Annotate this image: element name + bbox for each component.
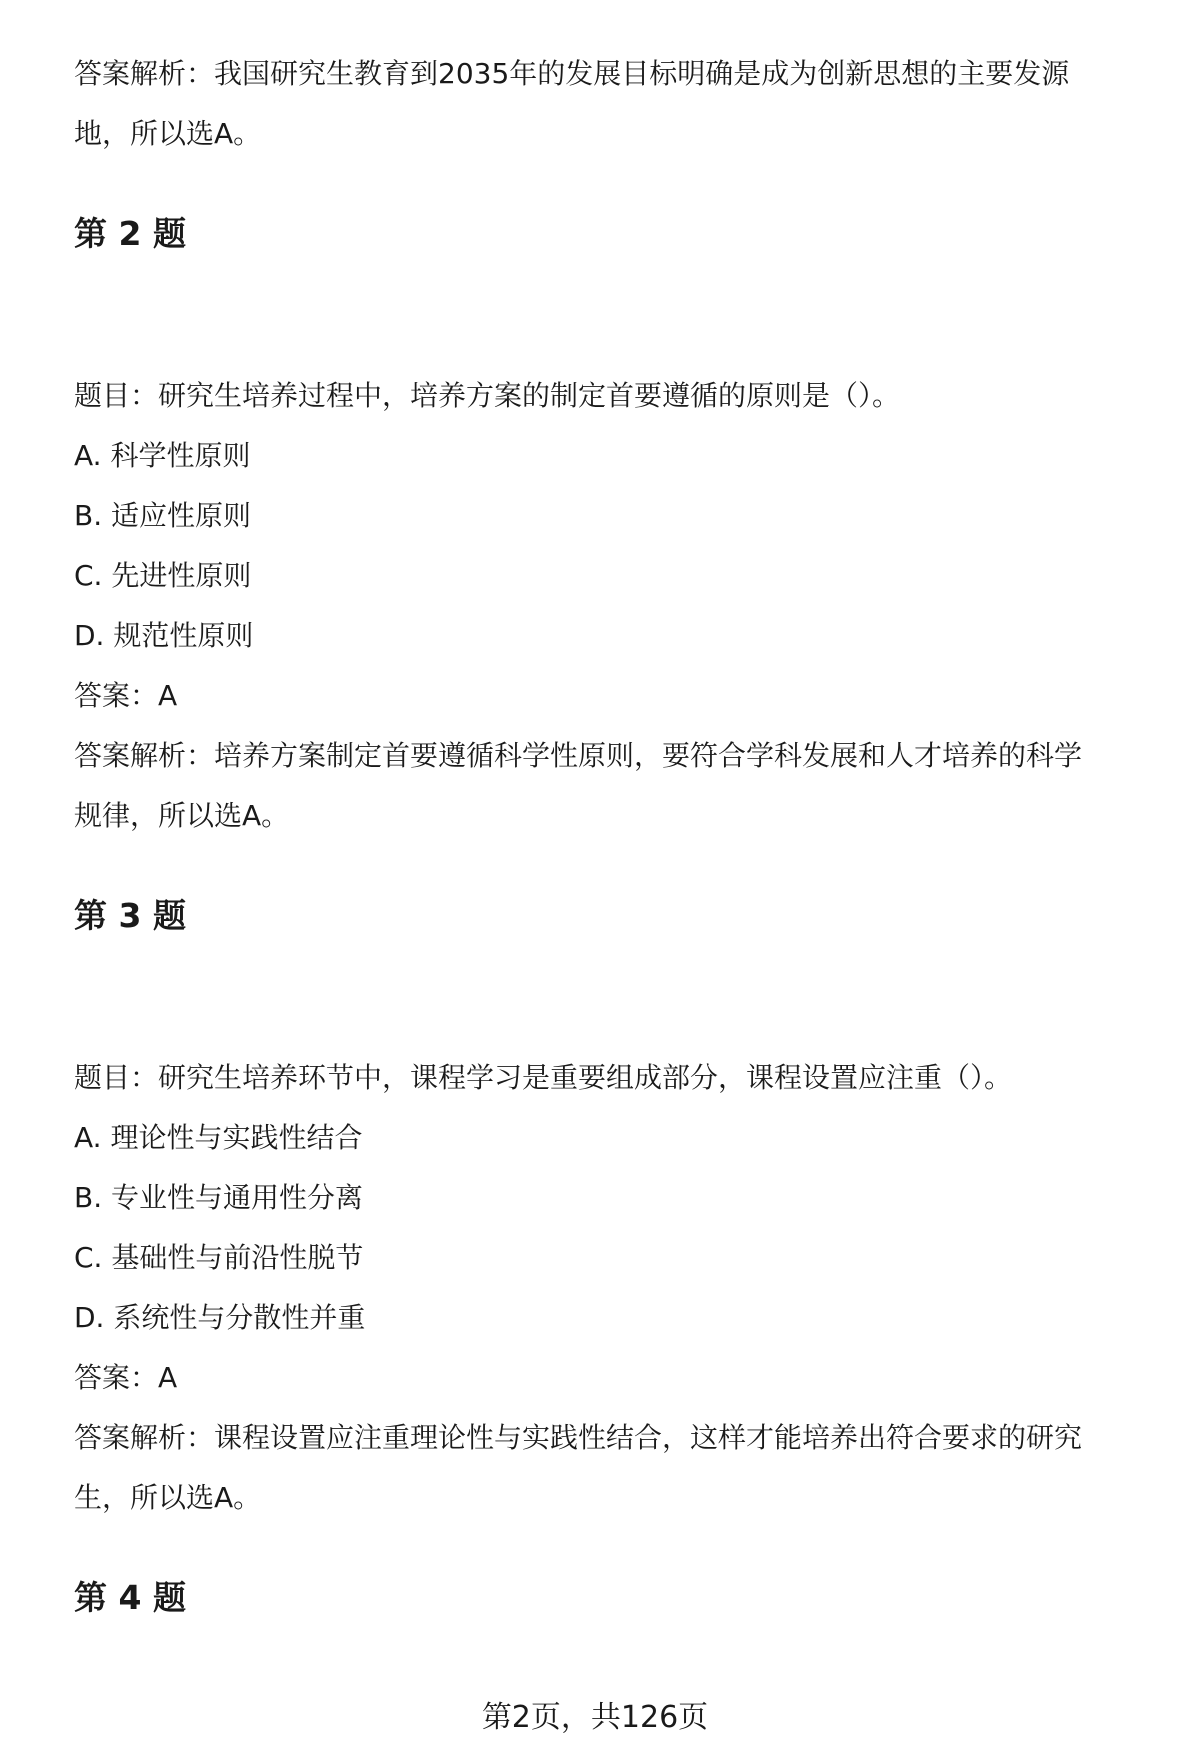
q2-heading: 第 2 题 [74, 214, 186, 253]
q3-option-d: D. 系统性与分散性并重 [74, 1301, 366, 1334]
page-footer: 第2页，共126页 [481, 1700, 709, 1735]
q1-explanation-line1: 答案解析：我国研究生教育到2035年的发展目标明确是成为创新思想的主要发源 [74, 57, 1070, 90]
q2-question: 题目：研究生培养过程中，培养方案的制定首要遵循的原则是（）。 [74, 379, 901, 412]
q3-option-a: A. 理论性与实践性结合 [74, 1121, 363, 1154]
q3-explanation-line2: 生，所以选A。 [74, 1481, 262, 1514]
q3-explanation-line1: 答案解析：课程设置应注重理论性与实践性结合，这样才能培养出符合要求的研究 [74, 1421, 1083, 1454]
q3-question: 题目：研究生培养环节中，课程学习是重要组成部分，课程设置应注重（）。 [74, 1061, 1013, 1094]
q4-heading: 第 4 题 [74, 1578, 186, 1617]
q2-option-c: C. 先进性原则 [74, 559, 252, 592]
q2-option-d: D. 规范性原则 [74, 619, 254, 652]
q3-option-c: C. 基础性与前沿性脱节 [74, 1241, 364, 1274]
q2-explanation-line1: 答案解析：培养方案制定首要遵循科学性原则，要符合学科发展和人才培养的科学 [74, 739, 1083, 772]
q3-option-b: B. 专业性与通用性分离 [74, 1181, 364, 1214]
q2-option-a: A. 科学性原则 [74, 439, 251, 472]
q2-answer: 答案：A [74, 679, 178, 712]
q2-option-b: B. 适应性原则 [74, 499, 252, 532]
q2-explanation-line2: 规律，所以选A。 [74, 799, 290, 832]
q3-heading: 第 3 题 [74, 896, 186, 935]
q1-explanation-line2: 地，所以选A。 [74, 117, 262, 150]
q3-answer: 答案：A [74, 1361, 178, 1394]
